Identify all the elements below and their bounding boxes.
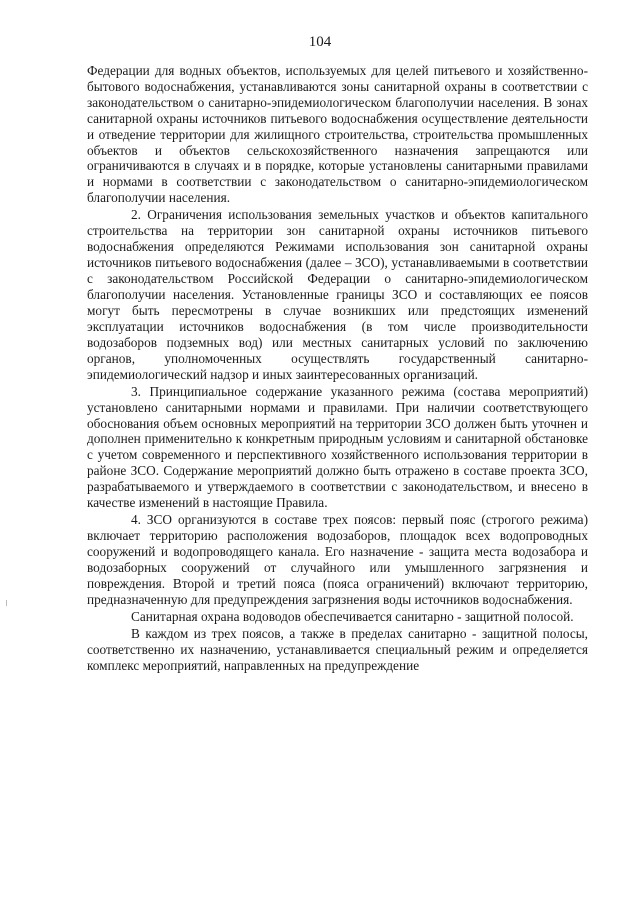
page-number: 104 <box>308 34 332 50</box>
scan-margin-mark <box>6 600 7 606</box>
paragraph-2: 2. Ограничения использования земельных участков и объектов капитального строительства на территории зон санитарной охраны источников питьевого водоснабжения определяются Режимами использования зон санитарной охраны источников питьевого водоснабжения (далее – ЗСО), устанавливаемыми в соответствии с законодательством Российской Федерации о санитарно-эпидемиологическом благополучии населения. Установленные границы ЗСО и составляющих ее поясов могут быть пересмотрены в случае возникших или предстоящих изменений эксплуатации источников водоснабжения (в том числе производительности водозаборов подземных вод) или местных санитарных условий по заключению органов, уполномоченных осуществлять государственный санитарно-эпидемиологический надзор и иных заинтересованных организаций. <box>87 207 588 382</box>
paragraph-1: Федерации для водных объектов, используемых для целей питьевого и хозяйственно-бытового водоснабжения, устанавливаются зоны санитарной охраны в соответствии с законодательством о санитарно-эпидемиологическом благополучии населения. В зонах санитарной охраны источников питьевого водоснабжения осуществление деятельности и отведение территории для жилищного строительства, строительства промышленных объектов и объектов сельскохозяйственного назначения запрещаются или ограничиваются в случаях и в порядке, которые установлены санитарными правилами и нормами в соответствии с законодательством о санитарно-эпидемиологическом благополучии населения. <box>87 63 588 206</box>
paragraph-4: 4. ЗСО организуются в составе трех поясов: первый пояс (строгого режима) включает территорию расположения водозаборов, площадок всех водопроводных сооружений и водопроводящего канала. Его назначение - защита места водозабора и водозаборных сооружений от случайного или умышленного загрязнения и повреждения. Второй и третий пояса (пояса ограничений) включают территорию, предназначенную для предупреждения загрязнения воды источников водоснабжения. <box>87 512 588 607</box>
body-text <box>87 63 588 674</box>
paragraph-6: В каждом из трех поясов, а также в пределах санитарно - защитной полосы, соответственно их назначению, устанавливается специальный режим и определяется комплекс мероприятий, направленных на предупреждение <box>87 626 588 674</box>
paragraph-5: Санитарная охрана водоводов обеспечивается санитарно - защитной полосой. <box>131 609 574 624</box>
paragraph-3: 3. Принципиальное содержание указанного режима (состава мероприятий) установлено санитарными нормами и правилами. При наличии соответствующего обоснования объем основных мероприятий на территории ЗСО должен быть уточнен и дополнен применительно к конкретным природным условиям и санитарной обстановке с учетом современного и перспективного хозяйственного использования территории в районе ЗСО. Содержание мероприятий должно быть отражено в составе проекта ЗСО, разрабатываемого и утверждаемого в соответствии с законодательством, и внесено в качестве изменений в настоящие Правила. <box>87 383 588 511</box>
